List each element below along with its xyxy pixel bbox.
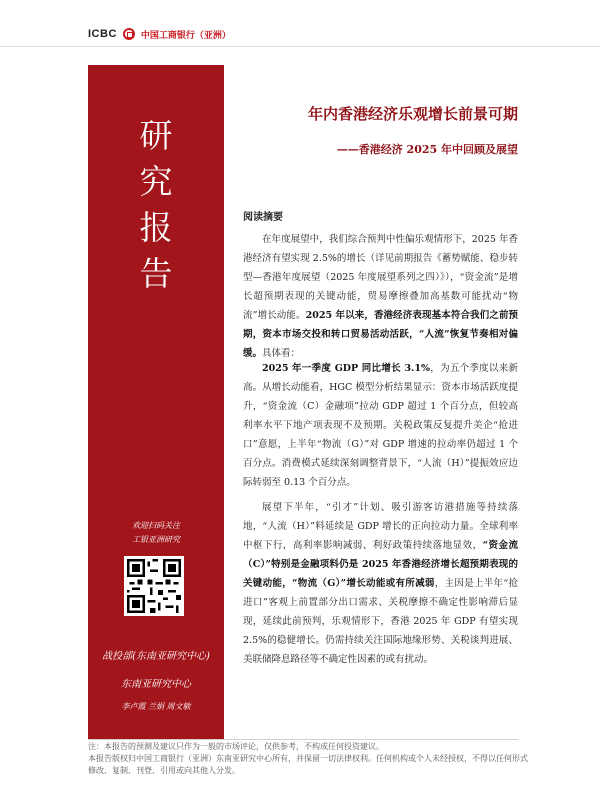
page-header — [88, 26, 231, 42]
summary-paragraph-2 — [243, 359, 518, 492]
research-center-name: 东南亚研究中心 — [121, 679, 191, 690]
title-char: 报 — [139, 208, 173, 247]
header-divider — [0, 46, 600, 47]
report-subtitle: ——香港经济 2025 年中回顾及展望 — [336, 143, 518, 156]
qr-caption-line: 工银亚洲研究 — [132, 535, 180, 544]
paragraph-text: ，为五个季度以来新高。从增长动能看，HGC 模型分析结果显示：资本市场活跃度提升，“资金流（C）金融项”拉动 GDP 超过 1 个百分点，但较高利率水平下地产项表现不及预期。关税政策反复提升美企“抢进口”意愿，上半年“物流（G）”对 GDP 增速的拉动率仍超过 1 个百分点。消费模式延续深刻调整背景下，“人流（H）”提振效应边际转弱至 0.13 个百分点。 — [243, 363, 518, 488]
paragraph-bold-text: 2025 年一季度 GDP 同比增长 3.1% — [262, 363, 431, 374]
report-type-title — [88, 113, 224, 297]
disclaimer-footer — [88, 741, 528, 777]
title-char: 研 — [139, 116, 173, 155]
disclaimer-line: 本报告版权归中国工商银行（亚洲）东南亚研究中心所有，并保留一切法律权利。任何机构或个人未经授权，不得以任何形式修改、复制、刊登、引用或向其他人分发。 — [88, 754, 528, 775]
qr-code-icon[interactable] — [124, 556, 184, 616]
qr-caption-line: 欢迎扫码关注 — [132, 521, 180, 530]
paragraph-text: ，主因是上半年“抢进口”客观上前置部分出口需求、关税摩擦不确定性影响滞后显现，延续此前预判，乐观情形下，香港 2025 年 GDP 有望实现 2.5%的稳健增长。仍需持续关注国际地缘形势、关税谈判进展、美联储降息路径等不确定性因素的或有扰动。 — [243, 578, 518, 665]
department-name: 战投部(东南亚研究中心) — [102, 651, 210, 662]
summary-heading: 阅读摘要 — [243, 212, 283, 223]
title-char: 究 — [139, 162, 173, 201]
title-char: 告 — [139, 254, 173, 293]
qr-caption — [88, 519, 224, 547]
icbc-logo-icon — [123, 28, 135, 40]
report-title: 年内香港经济乐观增长前景可期 — [307, 105, 518, 123]
disclaimer-line: 注：本报告的预测及建议只作为一般的市场评论，仅供参考，不构成任何投资建议。 — [88, 742, 384, 751]
summary-paragraph-3 — [243, 498, 518, 669]
paragraph-text: 在年度展望中，我们综合预判中性偏乐观情形下，2025 年香港经济有望实现 2.5%的增长（详见前期报告《蓄势赋能、稳步转型—香港年度展望（2025 年度展望系列之四）》），“资金流”是增长超预期表现的关键动能，贸易摩擦叠加高基数可能扰动“物流”增长动能。 — [243, 234, 518, 321]
summary-paragraph-1 — [243, 230, 518, 363]
paragraph-text: 具体看： — [262, 348, 301, 359]
footer-divider — [88, 739, 518, 740]
icbc-brand: ICBC — [88, 28, 117, 40]
paragraph-text: 展望下半年，“引才”计划、吸引游客访港措施等持续落地，“人流（H）”料延续是 GDP 增长的正向拉动力量。全球利率中枢下行，高利率影响减弱、利好政策持续落地显效， — [243, 502, 518, 551]
paragraph-bold-text: “资金流（C）”特别是金融项料仍是 2025 年香港经济增长超预期表现的关键动能，“物流（G）”增长动能或有所减弱 — [243, 540, 518, 589]
paragraph-bold-text: 2025 年以来，香港经济表现基本符合我们之前预期，资本市场交投和转口贸易活动活跃，“人流”恢复节奏相对偏缓。 — [243, 310, 519, 359]
bank-name: 中国工商银行（亚洲） — [140, 30, 231, 41]
sidebar-panel — [88, 65, 224, 740]
author-names: 李卢霞 兰娟 周文敏 — [121, 702, 191, 711]
